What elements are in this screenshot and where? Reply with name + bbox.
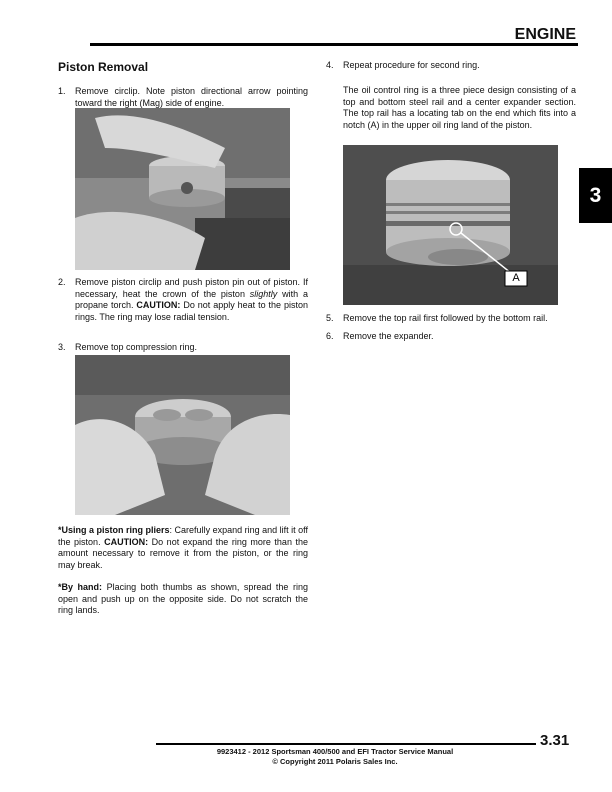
step-4: [326, 60, 576, 72]
note-text: Placing both thumbs as shown, spread the ring open and push up on the opposite side. Do not scratch the ring lands.: [58, 582, 308, 615]
step-number: 6.: [326, 331, 334, 341]
note-text: : Carefully expand ring and lift it off the piston.: [58, 525, 308, 547]
step-text: Remove the top rail first followed by the bottom rail.: [343, 313, 548, 323]
step-number: 1.: [58, 86, 66, 96]
copyright: © Copyright 2011 Polaris Sales Inc.: [272, 757, 398, 766]
page-number: 3.31: [540, 732, 570, 749]
callout-label: A: [512, 272, 520, 284]
step-number: 3.: [58, 342, 66, 352]
step-1: [58, 86, 308, 109]
step-text: Remove the expander.: [343, 331, 434, 341]
header-rule: [90, 43, 578, 46]
note-text: Do not expand the ring more than the amount necessary to remove it from the piston, or the ring may break.: [58, 536, 308, 570]
by-hand-note: [58, 582, 308, 617]
section-heading: Piston Removal: [58, 60, 149, 74]
step-text: Remove circlip. Note piston directional arrow pointing toward the right (Mag) side of engine.: [75, 86, 308, 108]
photo-circlip-removal: [75, 108, 290, 270]
manual-title: 9923412 - 2012 Sportsman 400/500 and EFI Tractor Service Manual: [216, 747, 454, 756]
footer-rule: [156, 743, 536, 745]
step-text: Repeat procedure for second ring.: [343, 60, 480, 70]
step-text: Remove top compression ring.: [75, 342, 198, 352]
caution-label: CAUTION:: [104, 536, 149, 547]
step-text: Remove piston circlip and push piston pin out of piston. If necessary, heat the crown of the piston: [75, 277, 308, 299]
caution-label: CAUTION:: [136, 300, 181, 310]
pliers-note: [58, 525, 308, 571]
photo-ring-removal: [75, 355, 290, 515]
step-6: [326, 331, 576, 343]
step-2: [58, 277, 308, 323]
step-number: 5.: [326, 313, 334, 323]
photo-oil-ring-notch: [343, 145, 558, 305]
step-3: [58, 342, 308, 354]
note-label: *By hand:: [58, 582, 103, 592]
step-number: 4.: [326, 60, 334, 70]
step-5: [326, 313, 576, 325]
step-text: Do not apply heat to the piston rings. The ring may lose radial tension.: [75, 300, 308, 322]
step-text: with a propane torch.: [75, 288, 308, 310]
section-title: ENGINE: [514, 26, 576, 43]
oil-ring-description: The oil control ring is a three piece design consisting of a top and bottom steel rail and a center expander section. The top rail has a locating tab on the end which fits into a notch (A) in the upper oil ring land of the piston.: [343, 85, 576, 130]
chapter-tab: 3: [579, 168, 612, 223]
note-label: *Using a piston ring pliers: [58, 525, 170, 535]
step-number: 2.: [58, 277, 66, 287]
step-text-italic: slightly: [249, 288, 278, 299]
